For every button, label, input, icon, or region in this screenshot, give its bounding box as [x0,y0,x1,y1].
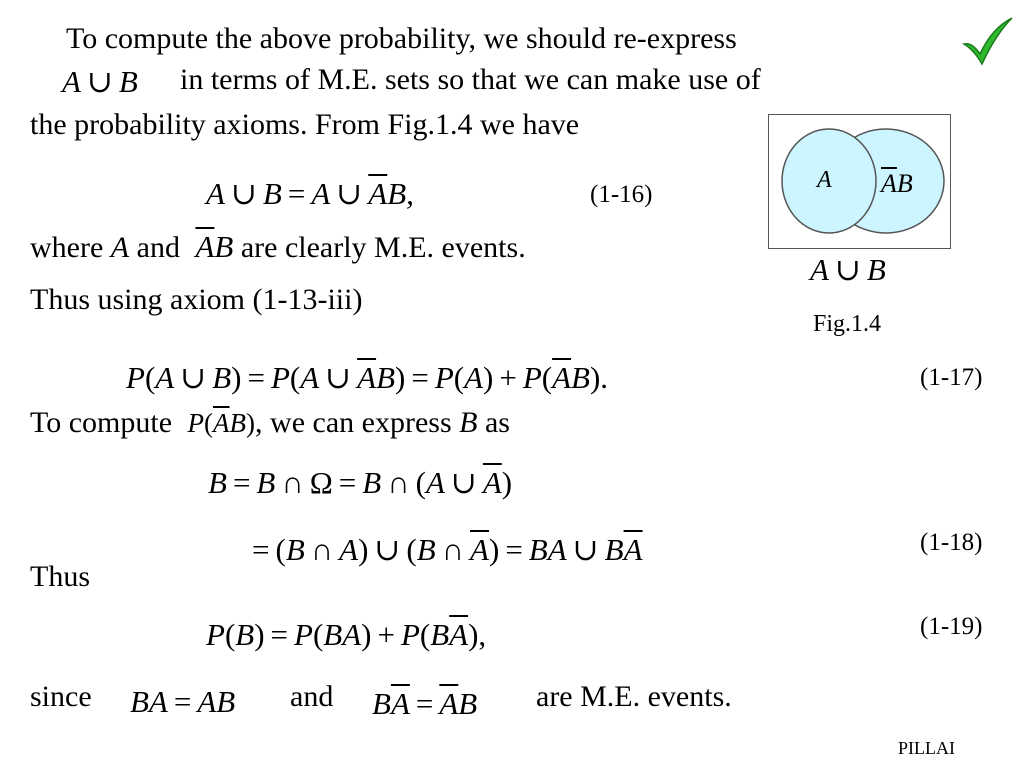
equation-ba-equals-ab: BA = AB [130,684,236,719]
equation-1-18-line-2: = (B ∩ A) ∪ (B ∩ $\overline{A}$) = BA ∪ $B\overline{A}$ [252,532,643,567]
equation-1-19: $P(B) = P(BA) + P(B\overline{A})$, [206,617,487,652]
axiom-line: Thus using axiom (1-13-iii) [30,283,363,316]
footer-author: PILLAI [898,738,955,758]
intro-line-3: the probability axioms. From Fig.1.4 we have [30,108,580,141]
thus-label: Thus [30,560,90,593]
equation-number-1-17: (1-17) [920,364,983,391]
intro-line-1: To compute the above probability, we should re-express [66,22,737,55]
equation-1-17: P(A ∪ B) = P(A ∪ $\overline{A}B) = P(A) + P(\overline{A}B)$. [126,360,609,395]
equation-number-1-16: (1-16) [590,181,653,208]
venn-union-label: A ∪ B [810,252,886,287]
where-line: where A and $\overline{A}B$ are clearly M.E. events. [30,229,526,264]
union-expression: A ∪ B [62,64,138,99]
equation-1-18-line-1: B = B ∩ Ω = B ∩ (A ∪ $\overline{A}$) [208,465,513,500]
figure-caption: Fig.1.4 [813,311,882,337]
checkmark-icon [958,14,1016,68]
and-label: and [290,680,334,713]
venn-diagram [769,115,950,248]
venn-label-ab: $\overline{A}B$ [881,169,913,198]
equation-number-1-19: (1-19) [920,613,983,640]
equation-b-abar-equals-abar-b: $B\overline{A} = \overline{A}B$ [372,686,478,721]
venn-diagram-frame [768,114,951,249]
venn-label-a: A [817,167,832,193]
equation-number-1-18: (1-18) [920,529,983,556]
since-tail: are M.E. events. [536,680,732,713]
equation-1-16: A ∪ B = A ∪ $\overline{A}B$, [206,176,414,211]
intro-line-2: in terms of M.E. sets so that we can make use of [180,63,761,96]
since-label: since [30,680,92,713]
compute-line: To compute $P(\overline{A}B)$, we can express B as [30,406,510,439]
